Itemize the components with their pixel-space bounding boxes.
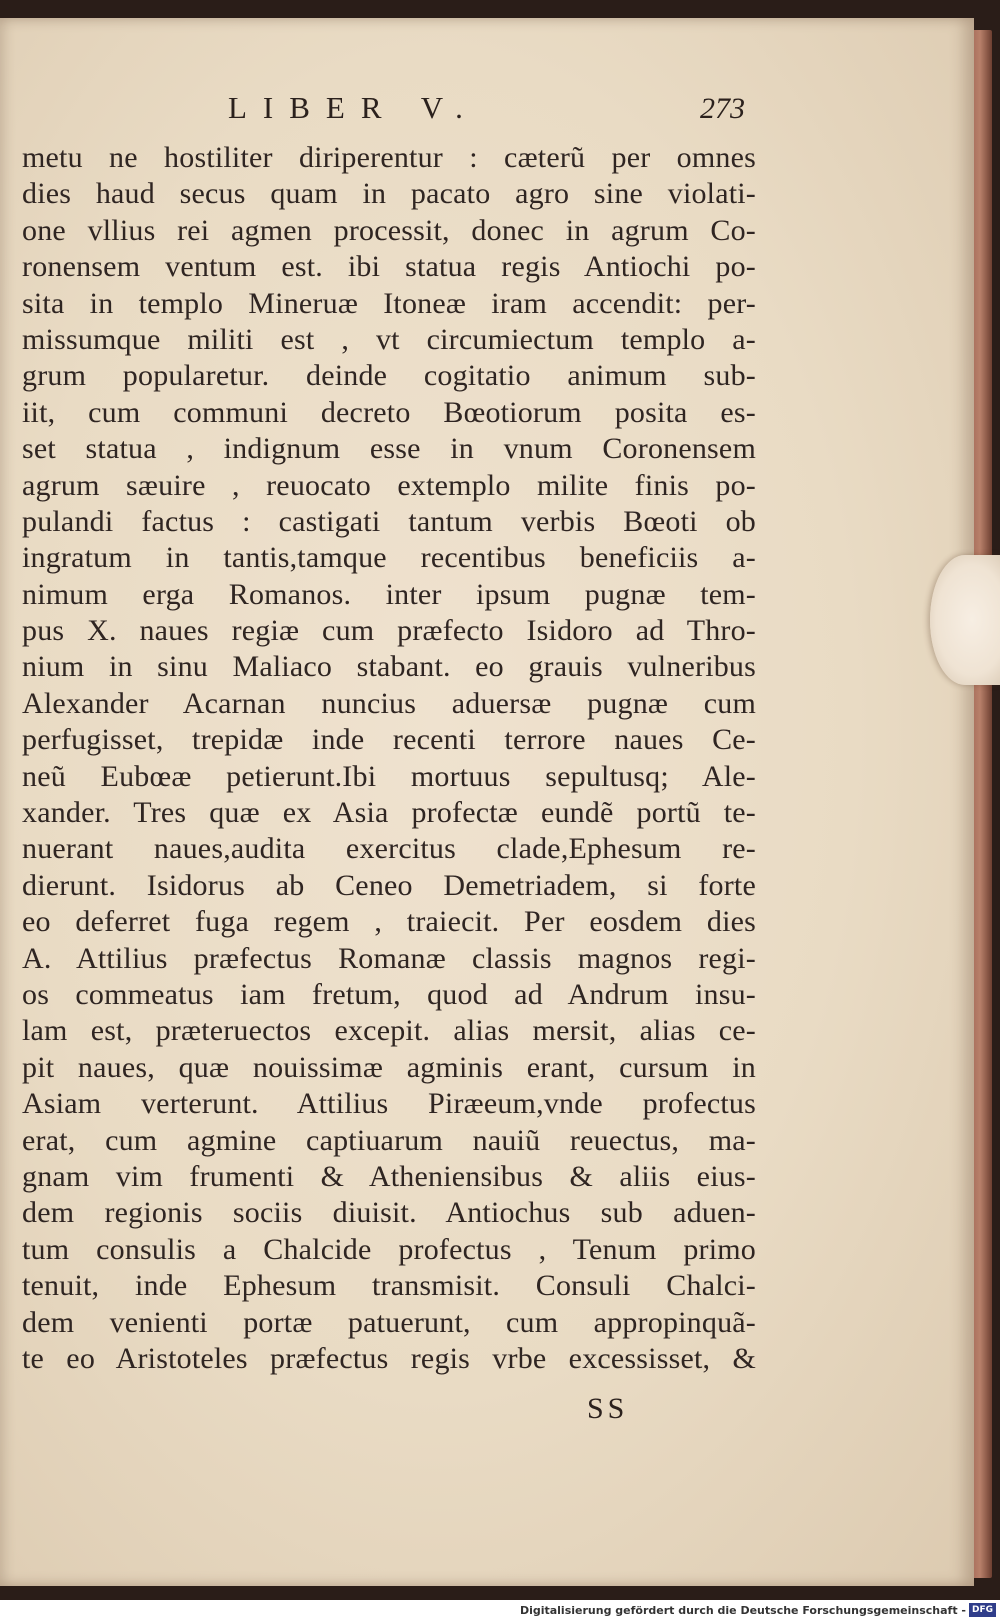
clasp-tab [930, 555, 1000, 685]
text-line: set statua , indignum esse in vnum Coronensem [22, 432, 756, 466]
running-title: LIBER V. [228, 90, 479, 125]
text-line: tum consulis a Chalcide profectus , Tenum primo [22, 1232, 756, 1266]
text-line: agrum sæuire , reuocato extemplo milite finis po- [22, 468, 756, 502]
text-line: erat, cum agmine captiuarum nauiũ reuectus, ma- [22, 1123, 756, 1157]
text-line: dem venienti portæ patuerunt, cum appropinquã- [22, 1305, 756, 1339]
text-line: pulandi factus : castigati tantum verbis Bœoti ob [22, 504, 756, 538]
text-line: gnam vim frumenti & Atheniensibus & aliis eius- [22, 1159, 756, 1193]
text-line: xander. Tres quæ ex Asia profectæ eundẽ portũ te- [22, 796, 756, 830]
text-line: tenuit, inde Ephesum transmisit. Consuli Chalci- [22, 1269, 756, 1303]
text-line: perfugisset, trepidæ inde recenti terrore naues Ce- [22, 723, 756, 757]
footer-credit: Digitalisierung gefördert durch die Deutsche Forschungsgemeinschaft - [519, 1604, 966, 1617]
text-line: dem regionis sociis diuisit. Antiochus sub aduen- [22, 1196, 756, 1230]
text-line: pit naues, quæ nouissimæ agminis erant, cursum in [22, 1050, 756, 1084]
text-line: metu ne hostiliter diriperentur : cæterũ per omnes [22, 141, 756, 174]
text-line: dies haud secus quam in pacato agro sine violati- [22, 177, 756, 211]
text-line: ronensem ventum est. ibi statua regis Antiochi po- [22, 250, 756, 284]
text-line: ingratum in tantis,tamque recentibus beneficiis a- [22, 541, 756, 575]
text-line: missumque militi est , vt circumiectum templo a- [22, 322, 756, 356]
text-line: neũ Eubœæ petierunt.Ibi mortuus sepultusq; Ale- [22, 759, 756, 793]
running-head [0, 90, 974, 130]
text-line: iit, cum communi decreto Bœotiorum posita es- [22, 395, 756, 429]
text-line: one vllius rei agmen processit, donec in agrum Co- [22, 213, 756, 247]
text-line: nium in sinu Maliaco stabant. eo grauis vulneribus [22, 650, 756, 684]
text-line: eo deferret fuga regem , traiecit. Per eosdem dies [22, 905, 756, 939]
dfg-logo-icon: DFG [969, 1603, 996, 1617]
text-line: os commeatus iam fretum, quod ad Andrum insu- [22, 977, 756, 1011]
catchword: SS [587, 1392, 629, 1425]
text-line: lam est, præteruectos excepit. alias mersit, alias ce- [22, 1014, 756, 1048]
text-line: grum popularetur. deinde cogitatio animum sub- [22, 359, 756, 393]
text-line: nuerant naues,audita exercitus clade,Ephesum re- [22, 832, 756, 866]
page-number: 273 [700, 92, 745, 125]
text-line: nimum erga Romanos. inter ipsum pugnæ tem- [22, 577, 756, 611]
body-text [22, 140, 756, 1377]
text-line: Alexander Acarnan nuncius aduersæ pugnæ cum [22, 686, 756, 720]
text-line: te eo Aristoteles præfectus regis vrbe excessisset, & [22, 1341, 756, 1375]
footer-bar [0, 1600, 1000, 1622]
text-line: pus X. naues regiæ cum præfecto Isidoro ad Thro- [22, 614, 756, 648]
text-line: sita in templo Mineruæ Itoneæ iram accendit: per- [22, 286, 756, 320]
book-page [0, 18, 974, 1586]
text-line: dierunt. Isidorus ab Ceneo Demetriadem, si forte [22, 868, 756, 902]
text-line: A. Attilius præfectus Romanæ classis magnos regi- [22, 941, 756, 975]
text-line: Asiam verterunt. Attilius Piræeum,vnde profectus [22, 1087, 756, 1121]
